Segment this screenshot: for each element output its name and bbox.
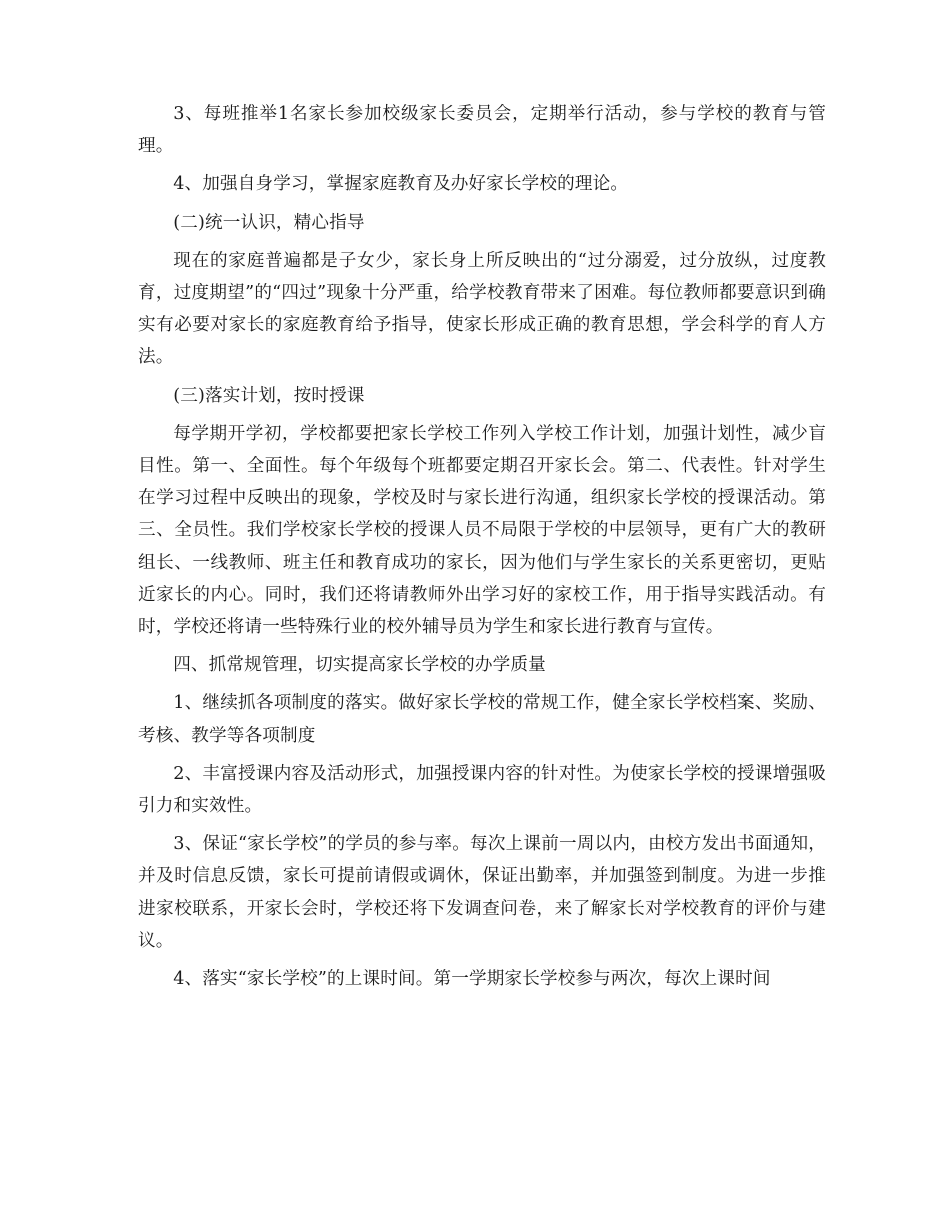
paragraph-self-study: 4、加强自身学习，掌握家庭教育及办好家长学校的理论。 <box>173 174 629 195</box>
paragraph-class-time: 4、落实“家长学校”的上课时间。第一学期家长学校参与两次，每次上课时间 <box>173 969 771 990</box>
paragraph-semester-plan: 每学期开学初，学校都要把家长学校工作列入学校工作计划，加强计划性，减少盲目性。第一、全面性。每个年级每个班都要定期召开家长会。第二、代表性。针对学生在学习过程中反映出的现象，学校及时与家长进行沟通，组织家长学校的授课活动。第三、全员性。我们学校家长学校的授课人员不局限于学校的中层领导，更有广大的教研组长、一线教师、班主任和教育成功的家长，因为他们与学生家长的关系更密切，更贴近家长的内心。同时，我们还将请教师外出学习好的家校工作，用于指导实践活动。有时，学校还将请一些特殊行业的校外辅导员为学生和家长进行教育与宣传。 <box>138 423 826 638</box>
document-page <box>138 98 826 1001</box>
paragraph-course-content: 2、丰富授课内容及活动形式，加强授课内容的针对性。为使家长学校的授课增强吸引力和实效性。 <box>138 763 826 817</box>
paragraph-family-education: 现在的家庭普遍都是子女少，家长身上所反映出的“过分溺爱，过分放纵，过度教育，过度期望”的“四过”现象十分严重，给学校教育带来了困难。每位教师都要意识到确实有必要对家长的家庭教育给予指导，使家长形成正确的教育思想，学会科学的育人方法。 <box>138 250 826 368</box>
section-heading-unify-understanding: (二)统一认识，精心指导 <box>173 212 365 233</box>
paragraph-system-implementation: 1、继续抓各项制度的落实。做好家长学校的常规工作，健全家长学校档案、奖励、考核、教学等各项制度 <box>138 693 826 746</box>
section-heading-implement-plan: (三)落实计划，按时授课 <box>173 385 365 406</box>
paragraph-attendance: 3、保证“家长学校”的学员的参与率。每次上课前一周以内，由校方发出书面通知，并及时信息反馈，家长可提前请假或调休，保证出勤率，并加强签到制度。为进一步推进家校联系，开家长会时，学校还将下发调查问卷，来了解家长对学校教育的评价与建议。 <box>138 834 826 951</box>
paragraph-committee: 3、每班推举1名家长参加校级家长委员会，定期举行活动，参与学校的教育与管理。 <box>138 104 826 157</box>
section-heading-routine-management: 四、抓常规管理，切实提高家长学校的办学质量 <box>173 655 546 676</box>
